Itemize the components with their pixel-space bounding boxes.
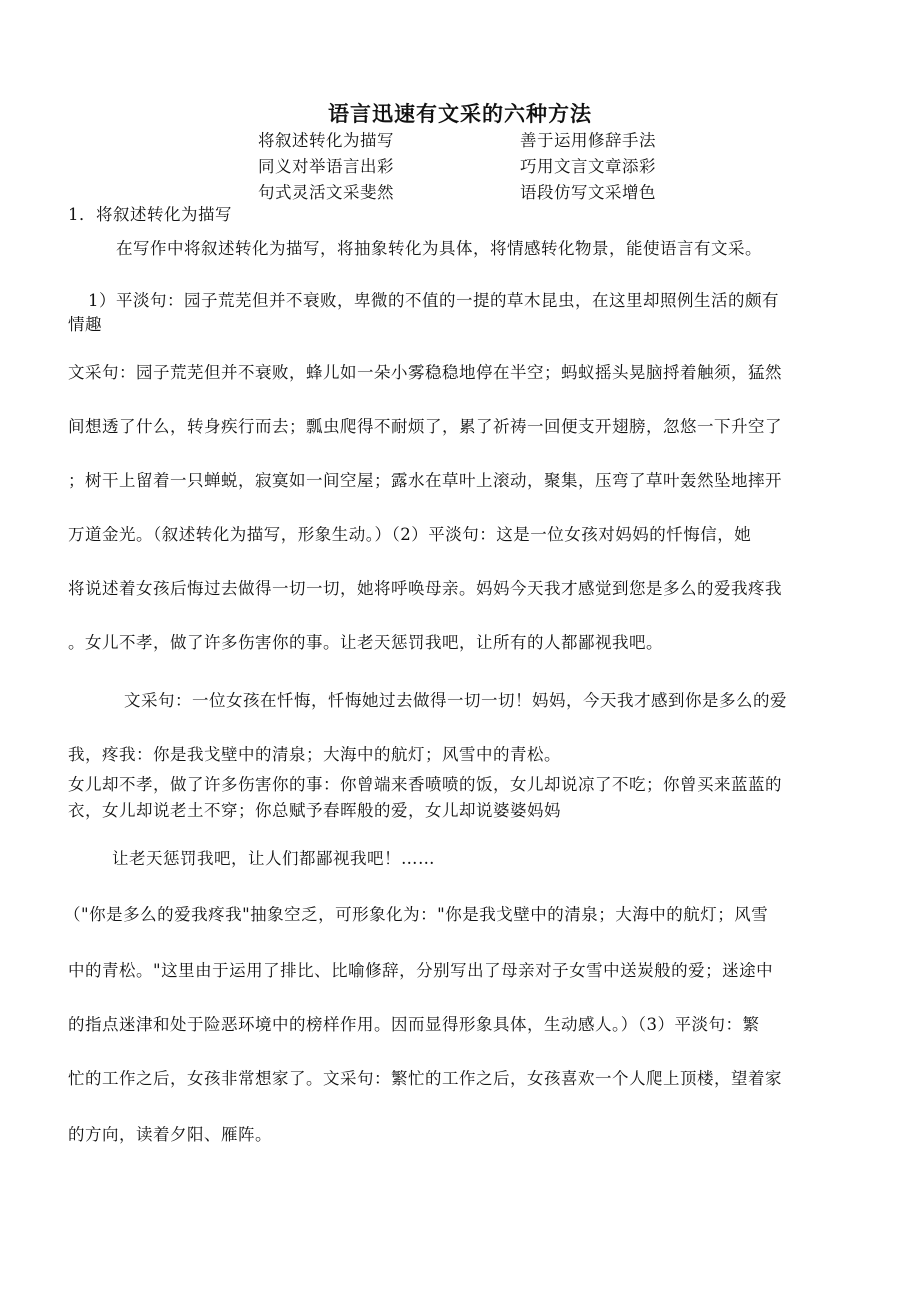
toc-item: 语段仿写文采增色 xyxy=(520,183,656,202)
toc-right-column xyxy=(520,128,656,206)
paragraph-line: （"你是多么的爱我疼我"抽象空乏，可形象化为："你是我戈壁中的清泉；大海中的航灯；风雪 xyxy=(64,905,769,924)
paragraph-line: 中的青松。"这里由于运用了排比、比喻修辞，分别写出了母亲对子女雪中送炭般的爱；迷途中 xyxy=(68,961,774,980)
paragraph-line: 将说述着女孩后悔过去做得一切一切，她将呼唤母亲。妈妈今天我才感觉到您是多么的爱我疼我 xyxy=(68,579,782,598)
intro-paragraph: 在写作中将叙述转化为描写，将抽象转化为具体，将情感转化物景，能使语言有文采。 xyxy=(116,239,762,258)
paragraph-line: ；树干上留着一只蝉蜕，寂寞如一间空屋；露水在草叶上滚动，聚集，压弯了草叶轰然坠地摔开 xyxy=(68,471,782,490)
toc-left-column xyxy=(258,128,394,206)
paragraph-line: 间想透了什么，转身疾行而去；瓢虫爬得不耐烦了，累了祈祷一回便支开翅膀，忽悠一下升空了 xyxy=(68,417,782,436)
page-title: 语言迅速有文采的六种方法 xyxy=(328,102,592,126)
paragraph-line: 文采句：一位女孩在忏悔，忏悔她过去做得一切一切！妈妈，今天我才感到你是多么的爱 xyxy=(124,691,787,710)
section-heading: 1．将叙述转化为描写 xyxy=(68,205,232,224)
paragraph-line: 的指点迷津和处于险恶环境中的榜样作用。因而显得形象具体，生动感人。）（3）平淡句：繁 xyxy=(68,1015,760,1034)
paragraph-line: 女儿却不孝，做了许多伤害你的事：你曾端来香喷喷的饭，女儿却说凉了不吃；你曾买来蓝蓝的 xyxy=(68,775,782,794)
toc-item: 善于运用修辞手法 xyxy=(520,131,656,150)
paragraph-line: 文采句：园子荒芜但并不衰败，蜂儿如一朵小雾稳稳地停在半空；蚂蚁摇头晃脑捋着触须，猛然 xyxy=(68,363,782,382)
paragraph-line: 让老天惩罚我吧，让人们都鄙视我吧！…… xyxy=(112,849,435,868)
paragraph-line: 。女儿不孝，做了许多伤害你的事。让老天惩罚我吧，让所有的人都鄙视我吧。 xyxy=(68,633,663,652)
paragraph-line: 忙的工作之后，女孩非常想家了。文采句：繁忙的工作之后，女孩喜欢一个人爬上顶楼，望着家 xyxy=(68,1069,782,1088)
paragraph-line: 的方向，读着夕阳、雁阵。 xyxy=(68,1125,272,1144)
toc-item: 将叙述转化为描写 xyxy=(258,131,394,150)
toc-item: 巧用文言文章添彩 xyxy=(520,157,656,176)
paragraph-line: 万道金光。（叙述转化为描写，形象生动。）（2）平淡句：这是一位女孩对妈妈的忏悔信，她 xyxy=(68,525,752,544)
paragraph-line: 我，疼我：你是我戈壁中的清泉；大海中的航灯；风雪中的青松。 xyxy=(68,745,561,764)
paragraph-line: 1）平淡句：园子荒芜但并不衰败，卑微的不值的一提的草木昆虫，在这里却照例生活的颇有 xyxy=(88,291,779,310)
toc-item: 句式灵活文采斐然 xyxy=(258,183,394,202)
paragraph-line: 衣，女儿却说老土不穿；你总赋予春晖般的爱，女儿却说婆婆妈妈 xyxy=(68,801,561,820)
paragraph-line: 情趣 xyxy=(68,315,102,334)
toc-item: 同义对举语言出彩 xyxy=(258,157,394,176)
